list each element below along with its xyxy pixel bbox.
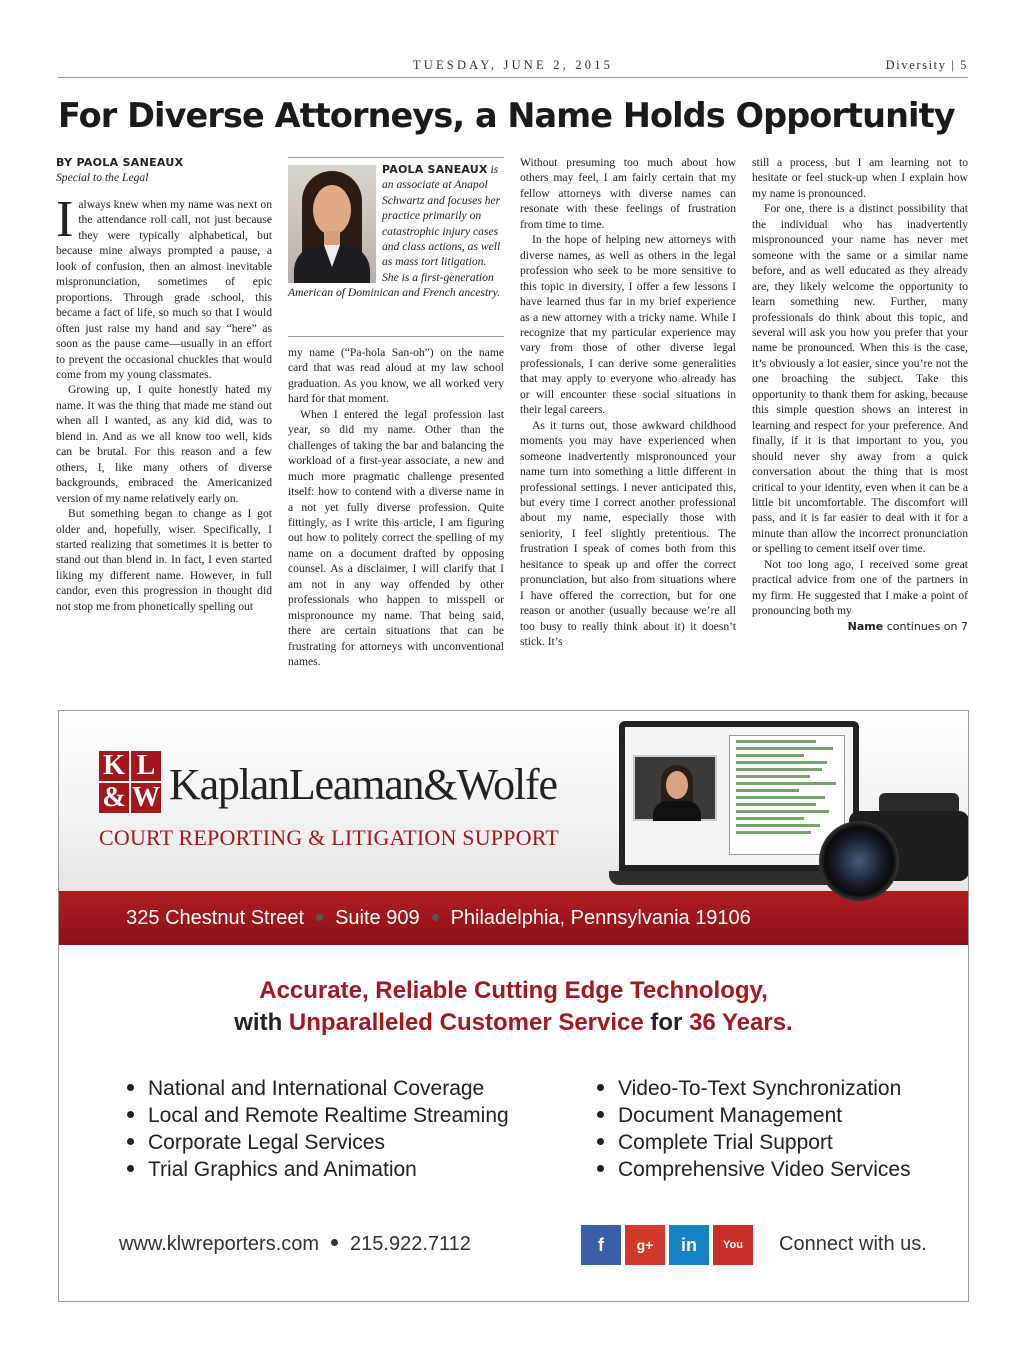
article-column-2 — [288, 155, 504, 670]
ad-contact-line — [119, 1233, 471, 1256]
drop-cap: I — [56, 191, 74, 248]
service-item: Comprehensive Video Services — [597, 1156, 911, 1183]
website-link[interactable]: www.klwreporters.com — [119, 1233, 320, 1255]
article-paragraph: As it turns out, those awkward childhood moments you may have experienced when someone inadvertently mispronounced your name turn into something a little different in professional settings. I never anticipated this, but every time I correct another professional about my name, especially those with seniority, I feel slightly pretentious. The frustration I speak of comes both from this hesitance to speak up and offer the correct pronunciation, but also from situations where I have offered the correction, but for one reason or another (usually because we’re all too busy to really think about it) it doesn’t stick. It’s — [520, 418, 736, 649]
byline-affiliation: Special to the Legal — [56, 171, 149, 184]
continuation-note — [752, 619, 968, 635]
logo-letter: & — [99, 783, 129, 813]
facebook-icon[interactable]: f — [581, 1225, 621, 1265]
brand-name: KaplanLeaman&Wolfe — [169, 760, 557, 809]
brand-tagline: COURT REPORTING & LITIGATION SUPPORT — [99, 825, 559, 850]
byline: BY PAOLA SANEAUX — [56, 156, 184, 169]
bullet-dot-icon — [597, 1084, 604, 1091]
author-photo — [288, 165, 376, 283]
page-header — [58, 56, 968, 78]
service-item: Trial Graphics and Animation — [127, 1156, 509, 1183]
article-paragraph: Growing up, I quite honestly hated my name. It was the thing that made me stand out when all I wanted, as any kid did, was to blend in. And as we all know too well, kids can be brutal. For this reason and a few others, I, like many others of diverse backgrounds, embraced the Americanized version of my name relatively early on. — [56, 383, 272, 505]
author-bio-description: is an associate at Anapol Schwartz and focuses her practice primarily on catastrophic injury cases and class actions, as well as mass tort litigation. She is a first-generation American of Dominican and French ancestry. — [288, 163, 501, 300]
bullet-dot-icon — [127, 1084, 134, 1091]
author-bio-name: PAOLA SANEAUX — [382, 163, 488, 176]
bullet-dot-icon — [597, 1165, 604, 1172]
article-paragraph: But something began to change as I got older and, hopefully, wiser. Specifically, I started realizing that sometimes it is better to stand out than blend in. In fact, I even started liking my different name. However, in full candor, even this progression in thought did not stop me from phonetically spelling out — [56, 507, 272, 613]
google-plus-icon[interactable]: g+ — [625, 1225, 665, 1265]
service-item: Local and Remote Realtime Streaming — [127, 1102, 509, 1129]
ad-headline-line-1: Accurate, Reliable Cutting Edge Technology, — [259, 977, 768, 1004]
service-item: Document Management — [597, 1102, 911, 1129]
continuation-keyword: Name — [847, 619, 884, 633]
bullet-dot-icon — [127, 1138, 134, 1145]
logo-letter: W — [132, 782, 160, 813]
service-item: Complete Trial Support — [597, 1129, 911, 1156]
address-suite: Suite 909 — [335, 907, 420, 929]
author-bio-box — [288, 157, 504, 337]
issue-date: TUESDAY, JUNE 2, 2015 — [412, 58, 614, 72]
advertisement — [58, 710, 969, 1302]
bullet-dot-icon — [331, 1239, 338, 1246]
article-column-4 — [752, 155, 968, 635]
article-paragraph: For one, there is a distinct possibility that the individual who has inadvertently mispronounced your name has never met someone with the same or a similar name before, and as well educated as they already are, they likely welcome the opportunity to learn something new. Further, many professionals do think about this topic, and several will ask you how you prefer that your name be pronounced. When this is the case, it’s obviously a lot easier, since you’re not the one broaching the subject. Take this opportunity to thank them for asking, because this simple question shows an interest in learning and respect for your preference. And finally, if it is that important to you, you should never shy away from a quick conversation about the thing that is most critical to your identity, even when it can be a little bit uncomfortable. The discomfort will pass, and it is far easier to deal with it for a minute than allow the incorrect pronunciation or spelling to cement itself over time. — [752, 202, 968, 556]
video-thumbnail — [633, 755, 717, 821]
video-camera-illustration — [819, 791, 969, 941]
paragraph-text: always knew when my name was next on the attendance roll call, not just because they were typically alphabetical, but because mine always prompted a pause, a look of confusion, then an almost inevitable mispronunciation, sometimes of epic proportions. Through grade school, this became a fact of life, so much so that I would often just raise my hand and say “here” as soon as the pause came—usually in an effort to prevent the occasional chuckles that would come from my young classmates. — [56, 198, 272, 381]
brand-logo-mark — [99, 751, 163, 815]
bullet-dot-icon — [597, 1138, 604, 1145]
address-street: 325 Chestnut Street — [126, 907, 305, 929]
youtube-icon[interactable]: You Tube — [713, 1225, 753, 1265]
article-headline: For Diverse Attorneys, a Name Holds Opportunity — [58, 96, 955, 135]
address-city: Philadelphia, Pennsylvania 19106 — [450, 907, 751, 929]
article-paragraph — [56, 191, 272, 382]
service-item: National and International Coverage — [127, 1075, 509, 1102]
services-list-left — [127, 1075, 509, 1183]
section-page-number: Diversity | 5 — [885, 58, 968, 72]
bullet-dot-icon — [127, 1165, 134, 1172]
connect-with-us-label: Connect with us. — [779, 1233, 927, 1255]
article-column-1 — [56, 155, 272, 614]
phone-number[interactable]: 215.922.7112 — [350, 1233, 471, 1255]
bullet-dot-icon — [597, 1111, 604, 1118]
bullet-dot-icon — [316, 914, 323, 921]
continuation-target: continues on 7 — [886, 619, 968, 633]
article-paragraph: In the hope of helping new attorneys with diverse names, as well as others in the legal profession who seek to be more sensitive to this topic in diversity, I offer a few lessons I have learned thus far in my brief experience as a new attorney with a tricky name. While I recognize that my particular experience may vary from those of other diverse legal professionals, I can derive some generalities that may apply to everyone who already has or will encounter these social situations in their legal careers. — [520, 233, 736, 417]
logo-letter: K — [99, 751, 129, 781]
article-paragraph: Not too long ago, I received some great practical advice from one of the partners in my firm. He suggested that I make a point of pronouncing both my — [752, 557, 968, 618]
article-paragraph: Without presuming too much about how others may feel, I am fairly certain that my fellow attorneys with diverse names can resonate with these feelings of frustration from time to time. — [520, 156, 736, 231]
article-paragraph: When I entered the legal profession last year, so did my name. Other than the challenges of taking the bar and balancing the workload of a first-year associate, a new and much more pragmatic challenge presented itself: how to contend with a diverse name in a not yet fully diverse profession. Quite fittingly, as I write this article, I am figuring out how to politely correct the spelling of my name on a document drafted by opposing counsel. As a disclaimer, I will clarify that I am not in any way offended by other professionals who happen to misspell or mispronounce my name. That being said, there are certain situations that can be frustrating for attorneys with unconventional names. — [288, 407, 504, 669]
bullet-dot-icon — [127, 1111, 134, 1118]
service-item: Video-To-Text Synchronization — [597, 1075, 911, 1102]
logo-letter: L — [131, 751, 161, 781]
service-item: Corporate Legal Services — [127, 1129, 509, 1156]
article-column-3 — [520, 155, 736, 650]
ad-headline-line-2: with Unparalleled Customer Service for 36 Years. — [234, 1009, 793, 1036]
article-paragraph: still a process, but I am learning not to hesitate or feel stuck-up when I explain how my name is pronounced. — [752, 156, 968, 200]
article-paragraph: my name (“Pa-hola San-oh”) on the name card that was read aloud at my law school graduation. As you know, we all worked very hard for that moment. — [288, 346, 504, 406]
services-list-right — [597, 1075, 911, 1183]
linkedin-icon[interactable]: in — [669, 1225, 709, 1265]
bullet-dot-icon — [432, 914, 439, 921]
